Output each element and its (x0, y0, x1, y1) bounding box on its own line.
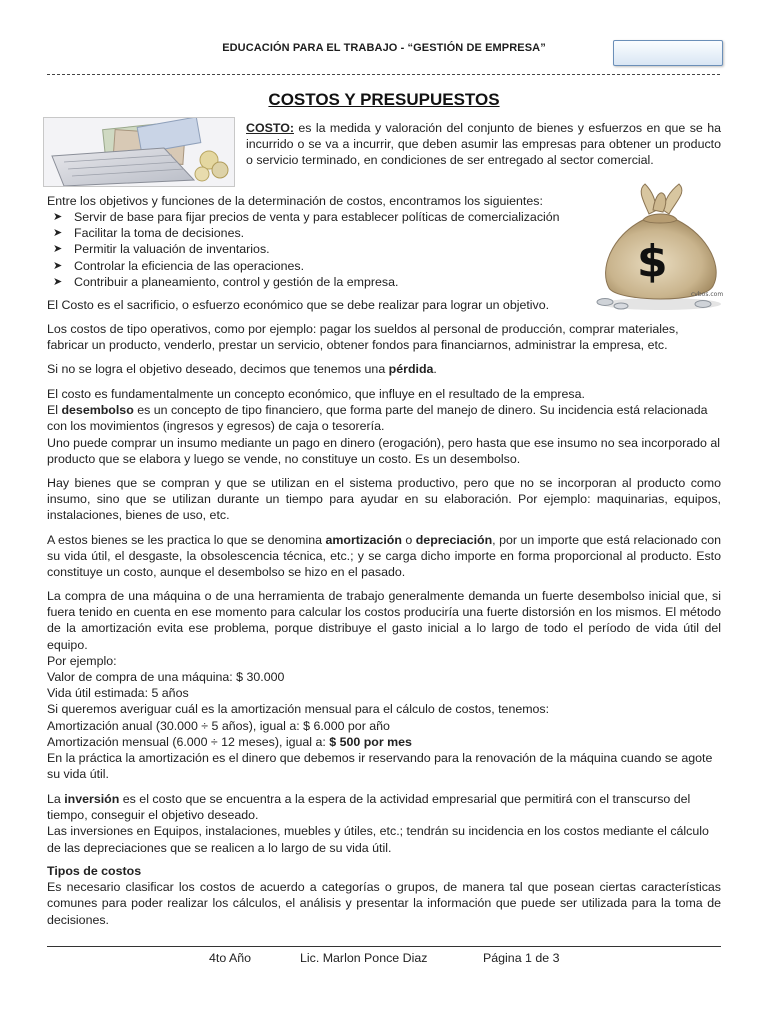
footer-grade: 4to Año (209, 951, 252, 965)
section-cost-types: Tipos de costos Es necesario clasificar los costos de acuerdo a categorías o grupos, de manera tal que posean ciertas características comunes para poder realizar los cálculos, el análisis y presentar la información que puede ser utilizada para la toma de decisiones. (47, 864, 721, 927)
paragraph-goods: Hay bienes que se compran y que se utilizan en el sistema productivo, pero que no se incorporan al producto como insumo, sino que se utilizan durante un tiempo para ayudar en su elaboración. Por ejemplo: maquinarias, equipos, instalaciones, bienes de uso, etc. (47, 476, 721, 523)
objectives-intro: Entre los objetivos y funciones de la determinación de costos, encontramos los siguientes: (47, 194, 543, 208)
arrow-bullet-icon: ➤ (53, 259, 63, 272)
money-bag-image (591, 178, 731, 314)
paragraph-loss: Si no se logra el objetivo deseado, decimos que tenemos una pérdida. (47, 362, 437, 376)
paragraph-machine-example: La compra de una máquina o de una herramienta de trabajo generalmente demanda un fuerte desembolso inicial que, si fuera tenido en cuenta en ese momento para calcular los costos produciría una fuerte distorsión en los mismos. El método de la amortización evita ese problema, porque distribuye el gasto inicial a lo largo de todo el período de vida útil del equipo. Por ejemplo: Valor de compra de una máquina: $ 30.000 Vida útil estimada: 5 años Si queremos averiguar cuál es la amortización mensual para el cálculo de costos, tenemos: Amortización anual (30.000 ÷ 5 años), igual a: $ 6.000 por año Amortización mensual (6.000 ÷ 12 meses), igual a: $ 500 por mes En la práctica la amortización es el dinero que debemos ir reservando para la renovación de la máquina cuando se agote su vida útil. (47, 589, 721, 782)
header-title: EDUCACIÓN PARA EL TRABAJO - “GESTIÓN DE EMPRESA” (222, 42, 546, 54)
cost-definition (246, 120, 721, 169)
cost-term: COSTO: (246, 121, 294, 135)
paragraph-disbursement: El costo es fundamentalmente un concepto económico, que influye en el resultado de la empresa. El desembolso es un concepto de tipo financiero, que forma parte del manejo de dinero. Su incidencia está relacionada con los movimientos (ingresos y egresos) de caja o tesorería. Uno puede comprar un insumo mediante un pago en dinero (erogación), pero hasta que ese insumo no sea incorporado al producto que se elabora y luego se vende, no constituye un costo. Es un desembolso. (47, 387, 720, 466)
paragraph-operative-costs: Los costos de tipo operativos, como por ejemplo: pagar los sueldos al personal de producción, comprar materiales, fabricar un producto, venderlo, prestar un servicio, obtener fondos para financiarnos, administrar la empresa, etc. (47, 322, 679, 353)
header-box (613, 40, 723, 66)
list-item: ➤ Servir de base para fijar precios de venta y para establecer políticas de comercialización (53, 210, 560, 224)
footer-page-number: Página 1 de 3 (483, 951, 560, 965)
section-heading: Tipos de costos (47, 864, 142, 878)
arrow-bullet-icon: ➤ (53, 227, 63, 240)
svg-text:$: $ (637, 236, 668, 287)
objectives-list (53, 209, 593, 290)
list-item: ➤ Facilitar la toma de decisiones. (53, 226, 245, 241)
document-title: COSTOS Y PRESUPUESTOS (268, 90, 500, 109)
paragraph-amortization: A estos bienes se les practica lo que se denomina amortización o depreciación, por un importe que está relacionado con su vida útil, el desgaste, la obsolescencia técnica, etc.; y se carga dicho importe en forma proporcional al producto. Esto constituye un costo, aunque el desembolso se hizo en el pasado. (47, 533, 721, 580)
paragraph-investment: La inversión es el costo que se encuentra a la espera de la actividad empresarial que permitirá con el transcurso del tiempo, conseguir el objetivo deseado. Las inversiones en Equipos, instalaciones, muebles y útiles, etc.; tendrán su incidencia en los costos mediante el cálculo de las depreciaciones que se realicen a lo largo de su vida útil. (47, 792, 709, 855)
list-item: ➤ Controlar la eficiencia de las operaciones. (53, 258, 305, 273)
computer-money-image (43, 117, 235, 187)
cost-definition-text: es la medida y valoración del conjunto de bienes y esfuerzos en que se ha incurrido o se va a incurrir, que deben asumir las empresas para obtener un producto o servicio terminado, en condiciones de ser entregado al sector comercial. (246, 121, 721, 168)
footer-rule (47, 946, 721, 947)
list-item: ➤ Permitir la valuación de inventarios. (53, 242, 270, 257)
arrow-bullet-icon: ➤ (53, 275, 63, 288)
svg-text:cvbos.com: cvbos.com (691, 291, 724, 298)
arrow-bullet-icon: ➤ (53, 243, 63, 256)
dashed-separator (47, 74, 720, 75)
list-item: ➤ Contribuir a planeamiento, control y gestión de la empresa. (53, 274, 399, 289)
paragraph-cost-sacrifice: El Costo es el sacrificio, o esfuerzo económico que se debe realizar para lograr un objetivo. (47, 298, 550, 312)
arrow-bullet-icon: ➤ (53, 211, 63, 223)
footer-author: Lic. Marlon Ponce Diaz (300, 951, 428, 965)
